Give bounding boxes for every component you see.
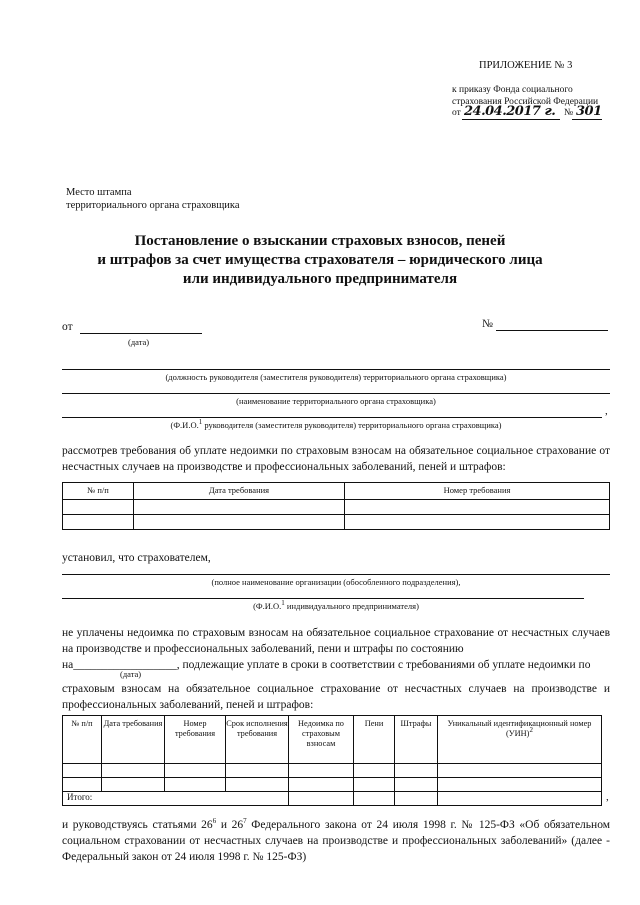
organization-field[interactable] <box>62 574 610 575</box>
table-cell[interactable] <box>438 764 602 778</box>
table-cell[interactable] <box>63 500 134 515</box>
debt-table <box>62 715 602 806</box>
table-cell[interactable] <box>438 778 602 792</box>
table-cell[interactable] <box>134 515 345 530</box>
col-req-number-header: Номер требования <box>165 716 226 764</box>
col-deadline-header: Срок исполнения требования <box>226 716 289 764</box>
table-cell[interactable] <box>165 764 226 778</box>
table-cell[interactable] <box>165 778 226 792</box>
handwritten-order-date: 24.04.2017 г. <box>464 104 556 119</box>
order-line-2: страхования Российской Федерации <box>452 97 599 107</box>
table-cell[interactable] <box>63 515 134 530</box>
entrepreneur-field[interactable] <box>62 598 584 599</box>
date-caption: (дата) <box>128 337 150 347</box>
stamp-line-1: Место штампа <box>66 187 132 198</box>
fio-field[interactable] <box>62 417 602 418</box>
number-label: № <box>482 318 493 330</box>
col-req-number-header: Номер требования <box>345 483 610 500</box>
fio-caption: (Ф.И.О.$^1$ руководителя (заместителя руководителя) территориального органа страховщика) <box>170 418 502 430</box>
entrepreneur-caption: (Ф.И.О.$^1$ индивидуального предпринимателя) <box>253 599 419 611</box>
col-uin-header: Уникальный идентификационный номер (УИН)$^2$ <box>438 716 602 764</box>
table-cell[interactable] <box>63 778 102 792</box>
table-cell[interactable] <box>102 778 165 792</box>
page-title <box>60 232 580 289</box>
table-cell[interactable] <box>395 792 438 806</box>
organization-caption: (полное наименование организации (обособленного подразделения), <box>211 577 461 587</box>
table-cell[interactable] <box>289 792 354 806</box>
organ-caption: (наименование территориального органа страховщика) <box>236 396 436 406</box>
order-date-line <box>452 104 602 120</box>
table-cell[interactable] <box>345 515 610 530</box>
col-date-header: Дата требования <box>134 483 345 500</box>
table-cell[interactable] <box>354 778 395 792</box>
paragraph-unpaid: не уплачены недоимка по страховым взносам на обязательное социальное страхование от несчастных случаев на производстве и профессиональных заболеваний, пени и штрафы по состоянию <box>62 627 610 655</box>
table-cell[interactable] <box>289 764 354 778</box>
appendix-label: ПРИЛОЖЕНИЕ № 3 <box>479 60 573 71</box>
col-number-header: № п/п <box>63 483 134 500</box>
unpaid-date-caption: (дата) <box>120 669 142 679</box>
table-cell[interactable] <box>102 764 165 778</box>
table-cell[interactable] <box>395 778 438 792</box>
from-label: от <box>62 321 73 333</box>
col-date-header: Дата требования <box>102 716 165 764</box>
table-cell[interactable] <box>134 500 345 515</box>
table-comma: , <box>606 791 609 803</box>
stamp-place <box>66 186 240 212</box>
table-total-row <box>63 792 602 806</box>
order-number-label: № <box>564 108 574 118</box>
position-caption: (должность руководителя (заместителя руководителя) территориального органа страховщика) <box>165 372 507 382</box>
organ-field[interactable] <box>62 393 610 394</box>
number-field[interactable] <box>496 330 608 331</box>
date-field[interactable] <box>80 333 202 334</box>
paragraph-unpaid-date-line: на__________________, подлежащие уплате в сроки в соответствии с требованиями об уплате недоимки по <box>62 659 591 671</box>
table-cell[interactable] <box>345 500 610 515</box>
title-line-1: Постановление о взыскании страховых взносов, пеней <box>134 233 506 249</box>
order-date-underline <box>462 119 560 120</box>
col-number-header: № п/п <box>63 716 102 764</box>
table-cell[interactable] <box>63 764 102 778</box>
table-cell[interactable] <box>395 764 438 778</box>
order-date-prefix: от <box>452 108 461 118</box>
table-cell[interactable] <box>354 792 395 806</box>
table-row <box>63 764 602 778</box>
table-cell[interactable] <box>289 778 354 792</box>
title-line-2: и штрафов за счет имущества страхователя – юридического лица <box>97 252 543 268</box>
handwritten-order-number: 301 <box>576 104 602 119</box>
total-label: Итого: <box>63 792 289 806</box>
table-cell[interactable] <box>226 764 289 778</box>
paragraph-requirements: рассмотрев требования об уплате недоимки по страховым взносам на обязательное социальное страхование от несчастных случаев на производстве и профессиональных заболеваний, пеней и штрафов: <box>62 445 610 473</box>
stamp-line-2: территориального органа страховщика <box>66 200 240 211</box>
col-fines-header: Штрафы <box>395 716 438 764</box>
table-cell[interactable] <box>354 764 395 778</box>
paragraph-established: установил, что страхователем, <box>62 552 211 564</box>
table-cell[interactable] <box>438 792 602 806</box>
table-row <box>63 778 602 792</box>
title-line-3: или индивидуального предпринимателя <box>182 271 458 287</box>
table-header-row <box>63 483 610 500</box>
requirements-table <box>62 482 610 530</box>
paragraph-guided: и руководствуясь статьями $26^6$ и $26^7$ Федерального закона от 24 июля 1998 г. № 125-ФЗ «Об обязательном социальном страховании от несчастных случаев на производстве и профессиональных заболеваний» (далее - Федеральный закон от 24 июля 1998 г. № 125-ФЗ) <box>62 817 611 863</box>
order-number-underline <box>572 119 602 120</box>
fio-comma: , <box>605 405 608 417</box>
order-line-1: к приказу Фонда социального <box>452 85 573 95</box>
paragraph-unpaid-end: страховым взносам на обязательное социальное страхование от несчастных случаев на производстве и профессиональных заболеваний, пеней и штрафов: <box>62 683 610 711</box>
table-cell[interactable] <box>226 778 289 792</box>
col-penalty-header: Пени <box>354 716 395 764</box>
position-field[interactable] <box>62 369 610 370</box>
col-arrears-header: Недоимка по страховым взносам <box>289 716 354 764</box>
table-row <box>63 515 610 530</box>
table-row <box>63 500 610 515</box>
unpaid-date-blank[interactable]: __________________ <box>73 659 177 671</box>
table-header-row <box>63 716 602 764</box>
